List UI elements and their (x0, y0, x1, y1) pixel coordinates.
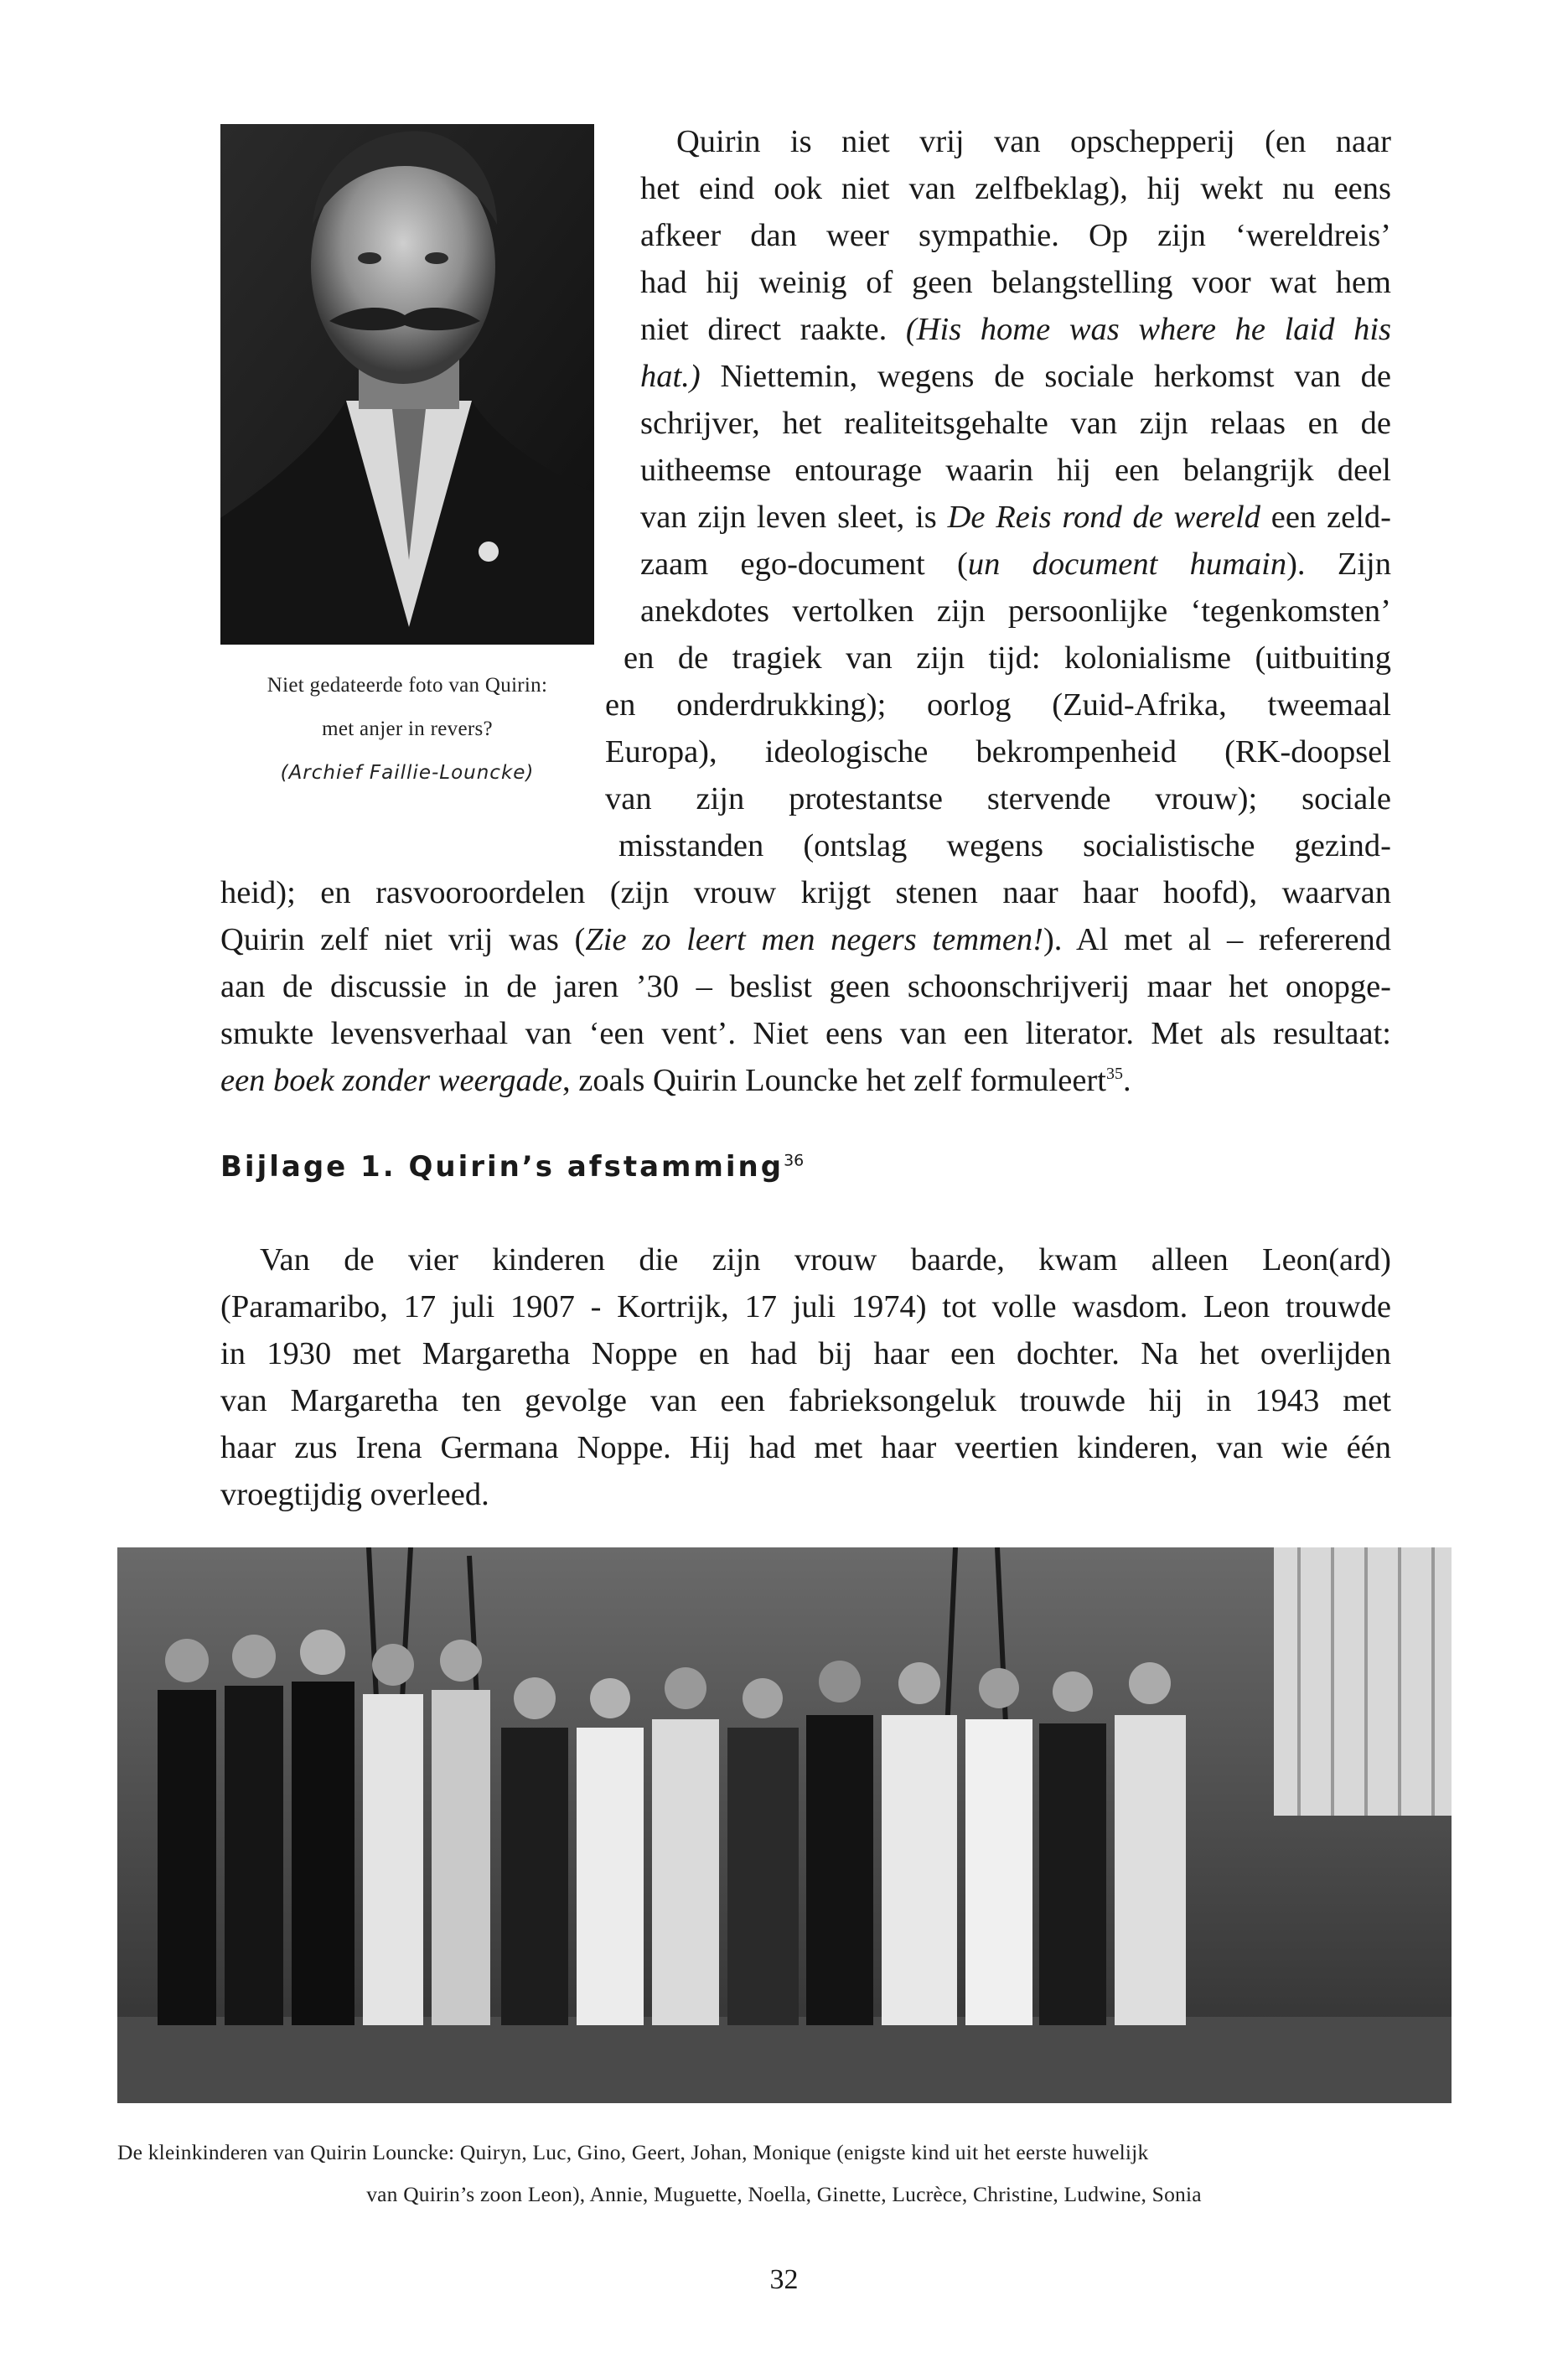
text-line (220, 924, 1391, 956)
text-line (220, 1065, 1391, 1097)
portrait-caption-line2: met anjer in revers? (322, 718, 493, 740)
text-line: schrijver, het realiteitsgehalte van zijn relaas en de (640, 406, 1391, 441)
text-line: vroegtijdig overleed. (220, 1477, 489, 1512)
text-segment: zaam ego-document ( (640, 547, 968, 582)
footnote-35: 35 (1105, 1065, 1123, 1084)
footnote-36: 36 (784, 1151, 805, 1170)
text-line: Quirin is niet vrij van opschepperij (en naar (676, 124, 1391, 159)
group-photo (117, 1547, 1452, 2103)
text-line: haar zus Irena Germana Noppe. Hij had met haar veertien kinderen, van wie één (220, 1430, 1391, 1465)
portrait-caption-line1: Niet gedateerde foto van Quirin: (267, 674, 548, 697)
un-document-humain: un document humain (967, 547, 1287, 582)
text-segment: een zeld- (1260, 500, 1391, 535)
text-segment: ). Zijn (1286, 547, 1392, 582)
portrait-caption-credit: (Archief Faillie-Louncke) (280, 762, 535, 784)
text-segment: van zijn leven sleet, is (640, 500, 948, 535)
text-segment: , zoals Quirin Louncke het zelf formuleert (562, 1063, 1106, 1098)
appendix-heading-text: Bijlage 1. Quirin’s afstamming (220, 1150, 784, 1184)
text-line: van Margaretha ten gevolge van een fabrieksongeluk trouwde hij in 1943 met (220, 1383, 1391, 1418)
book-phrase: een boek zonder weergade (220, 1063, 563, 1098)
book-title: De Reis rond de wereld (947, 500, 1260, 535)
text-line: Europa), ideologische bekrompenheid (RK-doopsel (605, 734, 1391, 770)
text-line: had hij weinig of geen belangstelling voor wat hem (640, 265, 1391, 300)
text-segment: Niettemin, wegens de sociale herkomst van de (700, 359, 1391, 394)
text-line: Van de vier kinderen die zijn vrouw baarde, kwam alleen Leon(ard) (260, 1242, 1391, 1277)
portrait-photo (220, 124, 594, 645)
text-segment: ). Al met al – refererend (1043, 922, 1391, 957)
text-line: smukte levensverhaal van ‘een vent’. Niet eens van een literator. Met als resultaat: (220, 1016, 1391, 1051)
quote-his-home-end: hat.) (640, 359, 701, 394)
text-line: misstanden (ontslag wegens socialistische gezind- (618, 828, 1391, 863)
page-number: 32 (769, 2264, 799, 2295)
text-line (640, 548, 1391, 581)
appendix-heading (220, 1150, 804, 1184)
text-line (640, 360, 1391, 393)
text-segment: niet direct raakte. (640, 312, 887, 347)
text-line (640, 314, 1391, 346)
group-caption-line2: van Quirin’s zoon Leon), Annie, Muguette, Noella, Ginette, Lucrèce, Christine, Ludwine, Sonia (366, 2182, 1202, 2206)
text-line: (Paramaribo, 17 juli 1907 - Kortrijk, 17 juli 1974) tot volle wasdom. Leon trouwde (220, 1289, 1391, 1324)
text-line: anekdotes vertolken zijn persoonlijke ‘tegenkomsten’ (640, 593, 1391, 629)
text-line: heid); en rasvooroordelen (zijn vrouw krijgt stenen naar haar hoofd), waarvan (220, 875, 1391, 910)
quote-negers: Zie zo leert men negers temmen! (585, 922, 1043, 957)
text-line: uitheemse entourage waarin hij een belangrijk deel (640, 453, 1391, 488)
group-caption-line1: De kleinkinderen van Quirin Louncke: Quiryn, Luc, Gino, Geert, Johan, Monique (enigste kind uit het eerste huwelijk (117, 2140, 1149, 2164)
text-line: het eind ook niet van zelfbeklag), hij wekt nu eens (640, 171, 1391, 206)
text-line: en onderdrukking); oorlog (Zuid-Afrika, tweemaal (605, 687, 1391, 723)
text-line: van zijn protestantse stervende vrouw); sociale (605, 781, 1391, 816)
text-segment: . (1122, 1063, 1131, 1098)
text-line: en de tragiek van zijn tijd: kolonialisme (uitbuiting (624, 640, 1391, 676)
text-segment: Quirin zelf niet vrij was ( (220, 922, 586, 957)
text-line (640, 501, 1391, 534)
text-line: in 1930 met Margaretha Noppe en had bij haar een dochter. Na het overlijden (220, 1336, 1391, 1371)
text-line: aan de discussie in de jaren ’30 – beslist geen schoonschrijverij maar het onopge- (220, 969, 1391, 1004)
text-line: afkeer dan weer sympathie. Op zijn ‘wereldreis’ (640, 218, 1391, 253)
quote-his-home: (His home was where he laid his (905, 312, 1392, 347)
